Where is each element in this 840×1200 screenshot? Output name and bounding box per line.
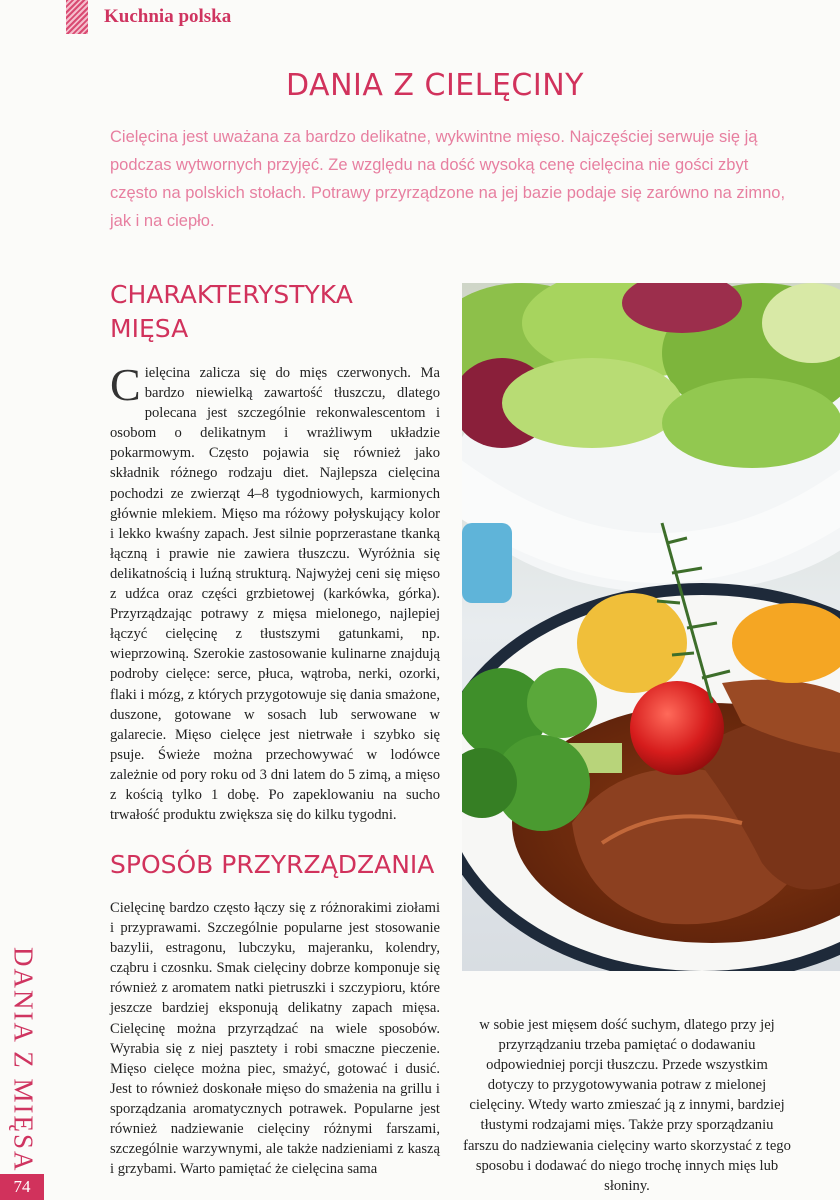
section-heading-characteristics: CHARAKTERYSTYKA MIĘSA (110, 280, 353, 343)
side-chapter-label-text: DANIA Z MIĘSA (8, 947, 39, 1173)
food-photo (462, 283, 840, 971)
header-stripe-decoration (66, 0, 88, 34)
page-number: 74 (0, 1174, 44, 1200)
veal-dish-illustration (462, 283, 840, 971)
page-title: DANIA Z CIELĘCINY (285, 68, 584, 103)
side-chapter-label (3, 940, 43, 1180)
section-text-characteristics: Cielęcina zalicza się do mięs czerwonych. Ma bardzo niewielką zawartość tłuszczu, dlatego polecana jest szczególnie rekonwalescentom i osobom o delikatnym i wrażliwym układzie pokarmowym. Często pojawia się również jako składnik różnego rodzaju diet. Najlepsza cielęcina pochodzi ze zwierząt 4–8 tygodniowych, karmionych głównie mlekiem. Mięso ma różowy połyskujący kolor i lekko kwaśny zapach. Jest silnie poprzerastane tkanką łączną i prawie nie zawiera tłuszczu. Wyróżnia się delikatnością i luźną strukturą. Najwyżej ceni się mięso z udźca oraz części grzbietowej (karkówka, górka). Przyrządzając potrawy z mięsa mielonego, najlepiej łączyć cielęcinę z tłustszymi gatunkami, np. wieprzowiną. Szerokie zastosowanie kulinarne znajdują podroby cielęce: serce, płuca, wątroba, nerki, ozorki, flaki i mózg, z których przygotowuje się dania smażone, duszone, gotowane w sosach lub serwowane w galarecie. Mięso cielęce jest nietrwałe i szybko się psuje. Świeże można przechowywać w lodówce zależnie od pory roku od 3 dni latem do 5 zimą, a mięso z kością tylko 1 dobę. Po zapeklowaniu na sucho trwałość produktu zwiększa się do kilku tygodni. (110, 359, 440, 824)
intro-paragraph: Cielęcina jest uważana za bardzo delikatne, wykwintne mięso. Najczęściej serwuje się ją podczas wytwornych przyjęć. Ze względu na dość wysoką cenę cielęcina nie gości zbyt często na polskich stołach. Potrawy przyrządzone na jej bazie podaje się zarówno na zimno, jak i na ciepło. (110, 128, 786, 230)
section-heading-preparation: SPOSÓB PRZYRZĄDZANIA (110, 850, 435, 879)
section-text-preparation: Cielęcinę bardzo często łączy się z różnorakimi ziołami i przyprawami. Szczególnie popularne jest stosowanie bazylii, estragonu, lubczyku, majeranku, kolendry, cząbru i czosnku. Smak cielęciny dobrze komponuje się również z aromatem natki pietruszki i szczypioru, które jeszcze bardziej eksponują delikatny zapach mięsa. Cielęcinę można przyrządzać na wiele sposobów. Wyrabia się z niej pasztety i robi smaczne pieczenie. Mięso cielęce można piec, smażyć, gotować i dusić. Jest to również doskonałe mięso do smażenia na grillu i sporządzania aromatycznych potrawek. Popularne jest również nadziewanie cielęciny różnymi farszami, szczególnie warzywnymi, ale także nadzieniami z kaszą i grzybami. Warto pamiętać że cielęcina sama (110, 900, 440, 1178)
section-text-preparation-continued: w sobie jest mięsem dość suchym, dlatego przy jej przyrządzaniu trzeba pamiętać o dodawaniu odpowiedniej porcji tłuszczu. Przede wszystkim dotyczy to przygotowywania potraw z mielonej cielęciny. Wtedy warto zmieszać ją z innymi, bardziej tłustymi rodzajami mięs. Także przy sporządzaniu farszu do nadziewania cielęciny warto skorzystać z tego sposobu i dodawać do niego trochę innych mięs lub słoniny. (463, 1017, 791, 1194)
running-header: Kuchnia polska (104, 6, 232, 27)
